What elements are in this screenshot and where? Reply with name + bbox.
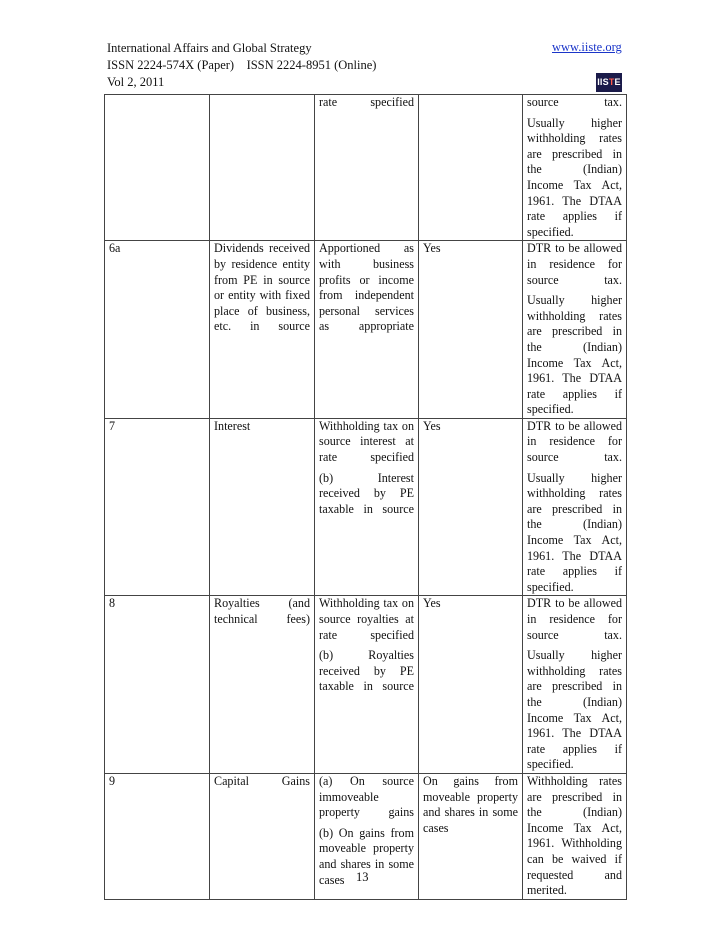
issn-line: ISSN 2224-574X (Paper) ISSN 2224-8951 (Online) <box>107 58 377 72</box>
cell-paragraph: rate specified <box>319 95 414 109</box>
journal-header <box>107 40 376 91</box>
journal-title: International Affairs and Global Strategy <box>107 41 312 55</box>
journal-url-link[interactable]: www.iiste.org <box>552 40 622 54</box>
credit-cell <box>419 418 523 596</box>
cell-text: 7 <box>109 418 116 433</box>
cell-paragraph: DTR to be allowed in residence for source tax. <box>527 596 622 642</box>
cell-paragraph: (b) Interest received by PE taxable in source <box>319 470 414 516</box>
income-item-cell <box>210 596 315 774</box>
remarks-cell <box>523 596 627 774</box>
cell-paragraph: Royalties (and technical fees) <box>214 596 310 626</box>
cell-paragraph: (b) Royalties received by PE taxable in source <box>319 648 414 694</box>
treatment-cell <box>315 596 419 774</box>
cell-paragraph: source tax. <box>527 95 622 109</box>
cell-paragraph: Usually higher withholding rates are prescribed in the (Indian) Income Tax Act, 1961. The DTAA rate applies if specified. <box>527 648 622 772</box>
income-item-cell <box>210 95 315 241</box>
cell-paragraph: Yes <box>423 241 441 256</box>
row-number-cell <box>105 241 210 419</box>
cell-paragraph: Usually higher withholding rates are prescribed in the (Indian) Income Tax Act, 1961. The DTAA rate applies if specified. <box>527 293 622 417</box>
table-row <box>105 241 627 419</box>
cell-paragraph: Withholding rates are prescribed in the (Indian) Income Tax Act, 1961. Withholding can be waived if requested and merited. <box>527 773 622 898</box>
cell-paragraph: Dividends received by residence entity from PE in source or entity with fixed place of business, etc. in source <box>214 241 310 334</box>
cell-paragraph: Yes <box>423 596 441 611</box>
remarks-cell <box>523 418 627 596</box>
row-number-cell <box>105 773 210 899</box>
cell-paragraph: Capital Gains <box>214 773 310 788</box>
cell-paragraph: Withholding tax on source interest at rate specified <box>319 418 414 465</box>
cell-paragraph: Withholding tax on source royalties at rate specified <box>319 596 414 642</box>
table-row <box>105 418 627 596</box>
cell-paragraph: Yes <box>423 418 441 433</box>
treatment-cell <box>315 418 419 596</box>
treatment-cell <box>315 95 419 241</box>
cell-paragraph: DTR to be allowed in residence for source tax. <box>527 241 622 287</box>
iiste-logo: IISTE <box>596 73 622 92</box>
income-item-cell <box>210 241 315 419</box>
tax-treaty-table <box>104 94 627 900</box>
cell-text: 6a <box>109 241 121 256</box>
credit-cell <box>419 773 523 899</box>
income-item-cell <box>210 773 315 899</box>
volume-line: Vol 2, 2011 <box>107 75 165 89</box>
cell-paragraph: Usually higher withholding rates are prescribed in the (Indian) Income Tax Act, 1961. The DTAA rate applies if specified. <box>527 115 622 239</box>
table-row <box>105 596 627 774</box>
cell-paragraph: Interest <box>214 418 251 433</box>
row-number-cell <box>105 596 210 774</box>
page-number: 13 <box>356 870 369 884</box>
credit-cell <box>419 95 523 241</box>
row-number-cell <box>105 418 210 596</box>
cell-paragraph: DTR to be allowed in residence for source tax. <box>527 418 622 465</box>
cell-text: 8 <box>109 596 116 611</box>
treatment-cell <box>315 241 419 419</box>
table-row <box>105 95 627 241</box>
credit-cell <box>419 596 523 774</box>
cell-text: 9 <box>109 773 116 788</box>
cell-paragraph: Usually higher withholding rates are prescribed in the (Indian) Income Tax Act, 1961. The DTAA rate applies if specified. <box>527 470 622 594</box>
row-number-cell <box>105 95 210 241</box>
cell-paragraph: On gains from moveable property and shares in some cases <box>423 773 518 835</box>
income-item-cell <box>210 418 315 596</box>
remarks-cell <box>523 241 627 419</box>
credit-cell <box>419 241 523 419</box>
cell-paragraph: (a) On source immoveable property gains <box>319 773 414 820</box>
cell-paragraph: Apportioned as with business profits or income from independent personal services as appropriate <box>319 241 414 334</box>
remarks-cell <box>523 95 627 241</box>
remarks-cell <box>523 773 627 899</box>
cell-paragraph: (b) On gains from moveable property and shares in some cases <box>319 825 414 887</box>
